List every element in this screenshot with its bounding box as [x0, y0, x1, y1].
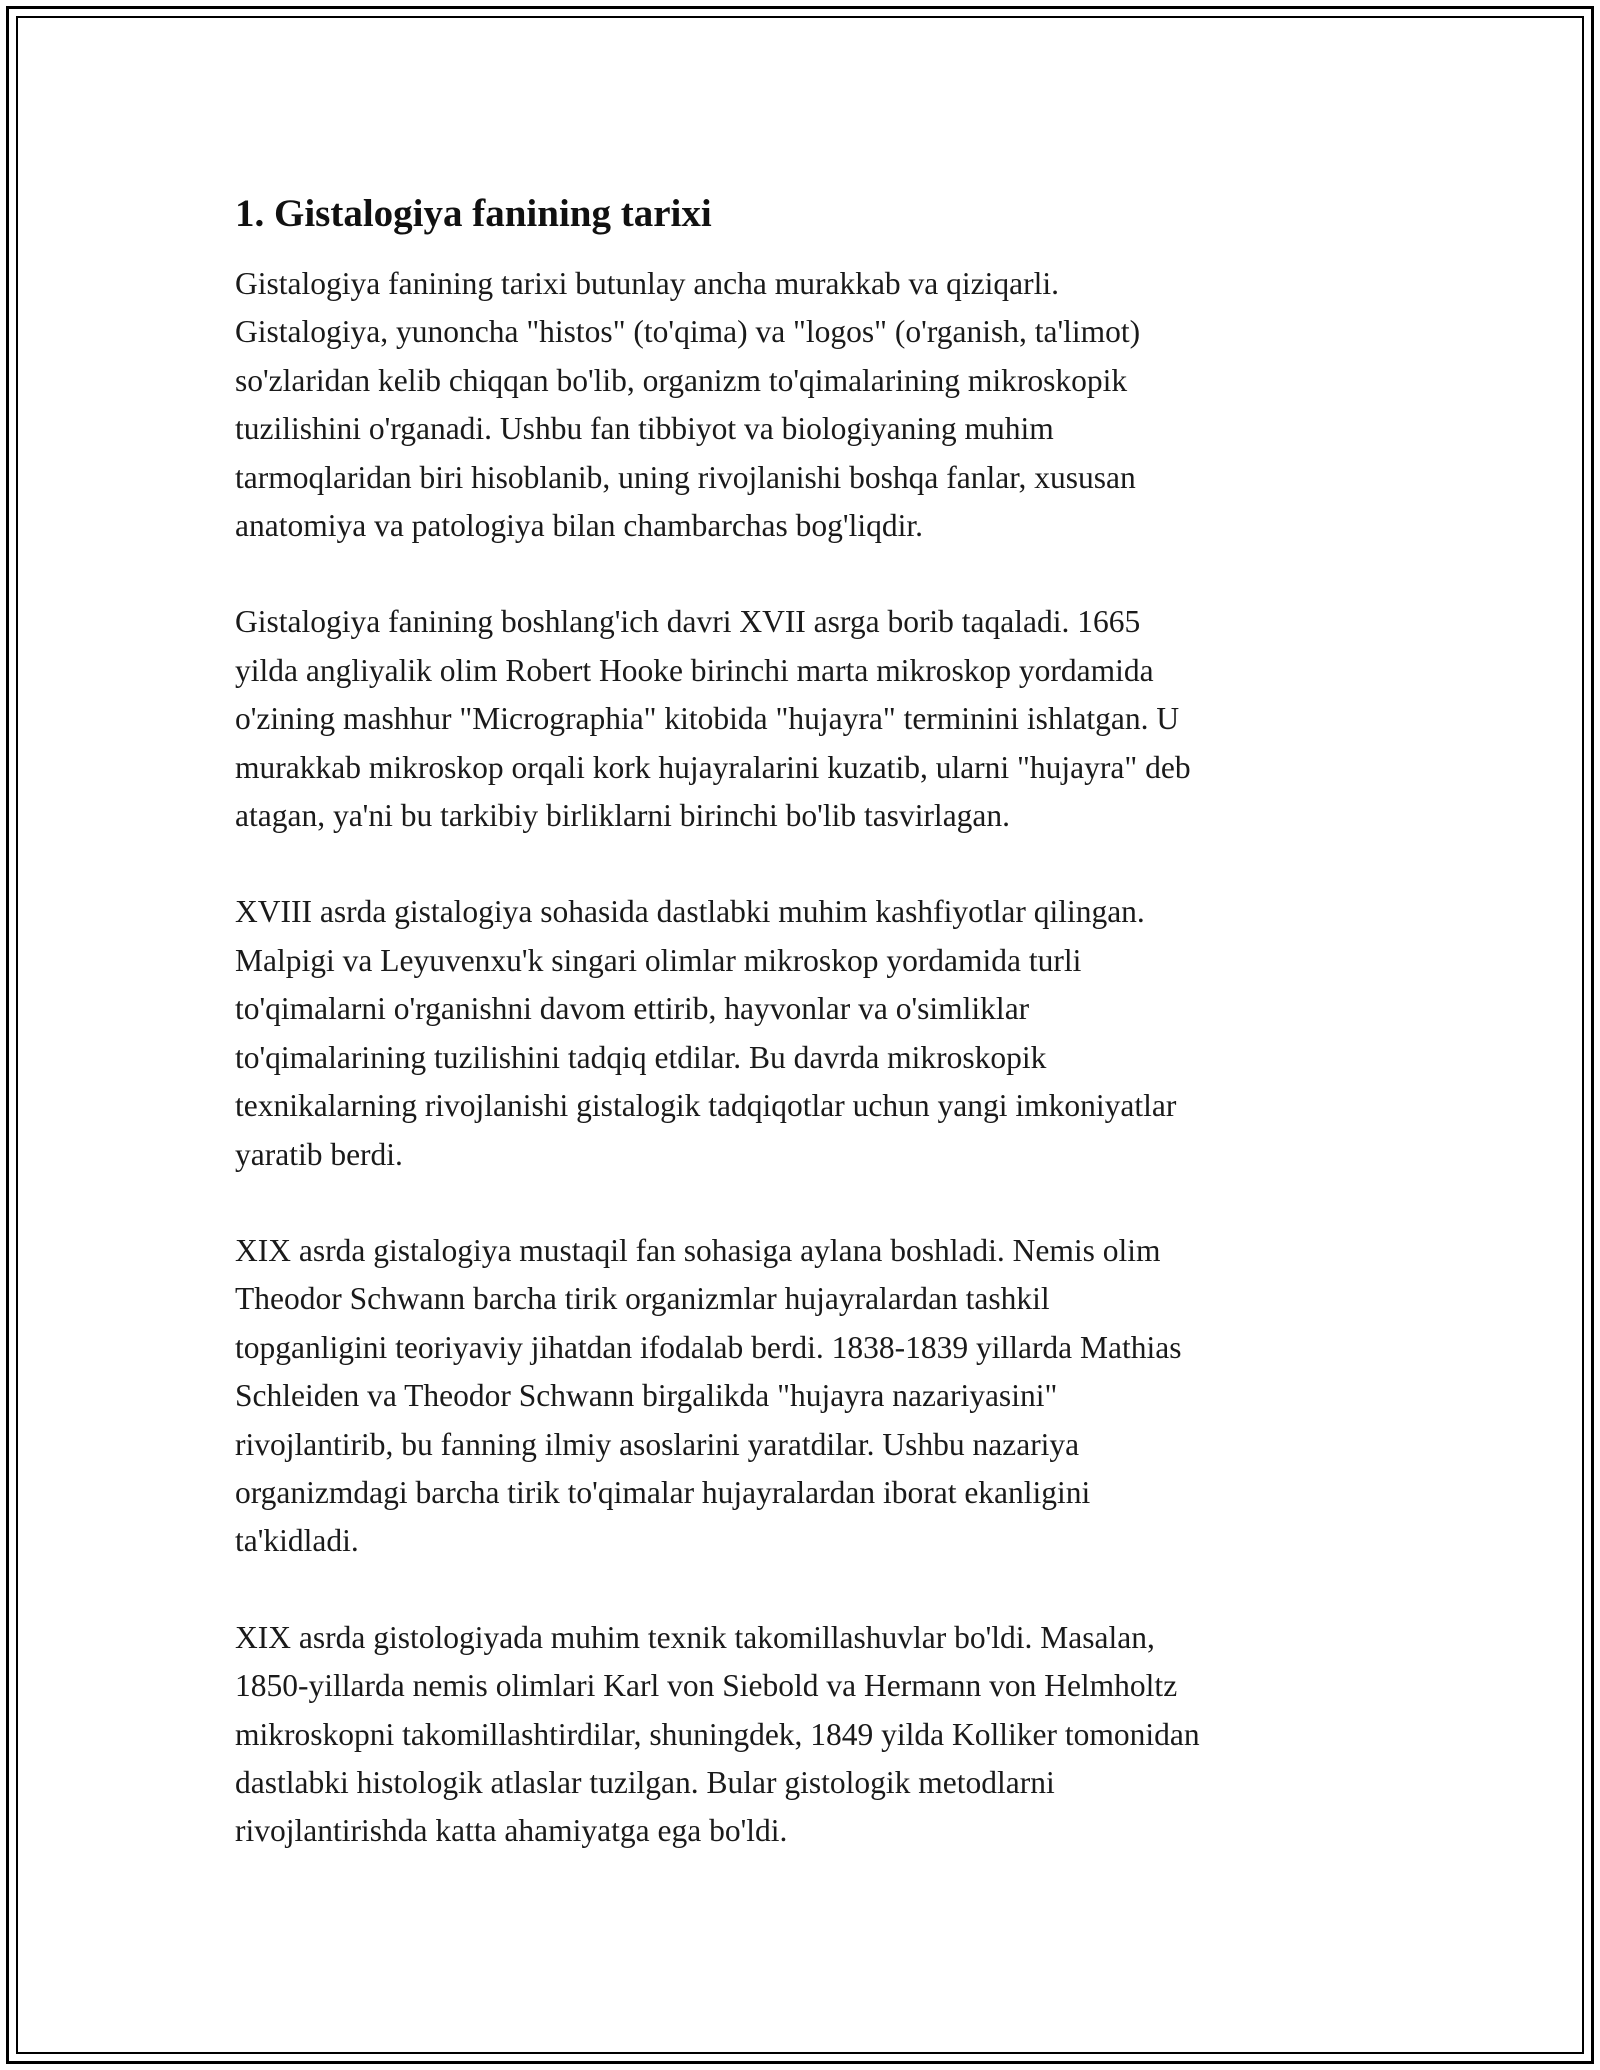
paragraph-4 [235, 1227, 1375, 1566]
paragraph-line: tarmoqlaridan biri hisoblanib, uning rivojlanishi boshqa fanlar, xususan [235, 459, 1136, 495]
paragraph-line: tuzilishini o'rganadi. Ushbu fan tibbiyot va biologiyaning muhim [235, 411, 1054, 447]
paragraph-line: murakkab mikroskop orqali kork hujayralarini kuzatib, ularni "hujayra" deb [235, 749, 1191, 785]
paragraph-2 [235, 598, 1375, 840]
document-body [235, 190, 1375, 1904]
paragraph-line: Gistalogiya fanining boshlang'ich davri XVII asrga borib taqaladi. 1665 [235, 604, 1141, 640]
paragraph-line: anatomiya va patologiya bilan chambarchas bog'liqdir. [235, 508, 923, 544]
paragraph-line: XIX asrda gistalogiya mustaqil fan sohasiga aylana boshladi. Nemis olim [235, 1232, 1161, 1268]
paragraph-line: XVIII asrda gistalogiya sohasida dastlabki muhim kashfiyotlar qilingan. [235, 894, 1145, 930]
paragraph-line: Gistalogiya, yunoncha "histos" (to'qima) va "logos" (o'rganish, ta'limot) [235, 314, 1141, 350]
paragraph-line: ta'kidladi. [235, 1523, 359, 1559]
paragraph-line: Malpigi va Leyuvenxu'k singari olimlar mikroskop yordamida turli [235, 942, 1082, 978]
paragraph-line: o'zining mashhur "Micrographia" kitobida "hujayra" terminini ishlatgan. U [235, 701, 1180, 737]
paragraph-line: XIX asrda gistologiyada muhim texnik takomillashuvlar bo'ldi. Masalan, [235, 1619, 1155, 1655]
paragraph-line: atagan, ya'ni bu tarkibiy birliklarni birinchi bo'lib tasvirlagan. [235, 798, 1011, 834]
paragraph-1 [235, 260, 1375, 550]
paragraph-line: to'qimalarni o'rganishni davom ettirib, hayvonlar va o'simliklar [235, 991, 1030, 1027]
paragraph-line: rivojlantirib, bu fanning ilmiy asoslarini yaratdilar. Ushbu nazariya [235, 1426, 1080, 1462]
paragraph-line: texnikalarning rivojlanishi gistalogik tadqiqotlar uchun yangi imkoniyatlar [235, 1088, 1177, 1124]
paragraph-line: so'zlaridan kelib chiqqan bo'lib, organizm to'qimalarining mikroskopik [235, 362, 1128, 398]
paragraph-line: dastlabki histologik atlaslar tuzilgan. Bular gistologik metodlarni [235, 1764, 1055, 1800]
paragraph-line: to'qimalarining tuzilishini tadqiq etdilar. Bu davrda mikroskopik [235, 1039, 1047, 1075]
paragraph-line: yaratib berdi. [235, 1136, 403, 1172]
paragraph-3 [235, 888, 1375, 1178]
paragraph-line: topganligini teoriyaviy jihatdan ifodalab berdi. 1838-1839 yillarda Mathias [235, 1329, 1182, 1365]
paragraph-line: rivojlantirishda katta ahamiyatga ega bo'ldi. [235, 1813, 788, 1849]
paragraph-line: Theodor Schwann barcha tirik organizmlar hujayralardan tashkil [235, 1281, 1050, 1317]
paragraph-line: 1850-yillarda nemis olimlari Karl von Siebold va Hermann von Helmholtz [235, 1668, 1178, 1704]
section-title: 1. Gistalogiya fanining tarixi [235, 192, 712, 235]
paragraph-line: Gistalogiya fanining tarixi butunlay ancha murakkab va qiziqarli. [235, 266, 1059, 301]
paragraph-5 [235, 1614, 1375, 1856]
paragraph-line: Schleiden va Theodor Schwann birgalikda "hujayra nazariyasini" [235, 1378, 1058, 1414]
paragraph-line: organizmdagi barcha tirik to'qimalar hujayralardan iborat ekanligini [235, 1474, 1091, 1510]
paragraph-line: mikroskopni takomillashtirdilar, shuningdek, 1849 yilda Kolliker tomonidan [235, 1716, 1200, 1752]
paragraph-line: yilda angliyalik olim Robert Hooke birinchi marta mikroskop yordamida [235, 652, 1154, 688]
